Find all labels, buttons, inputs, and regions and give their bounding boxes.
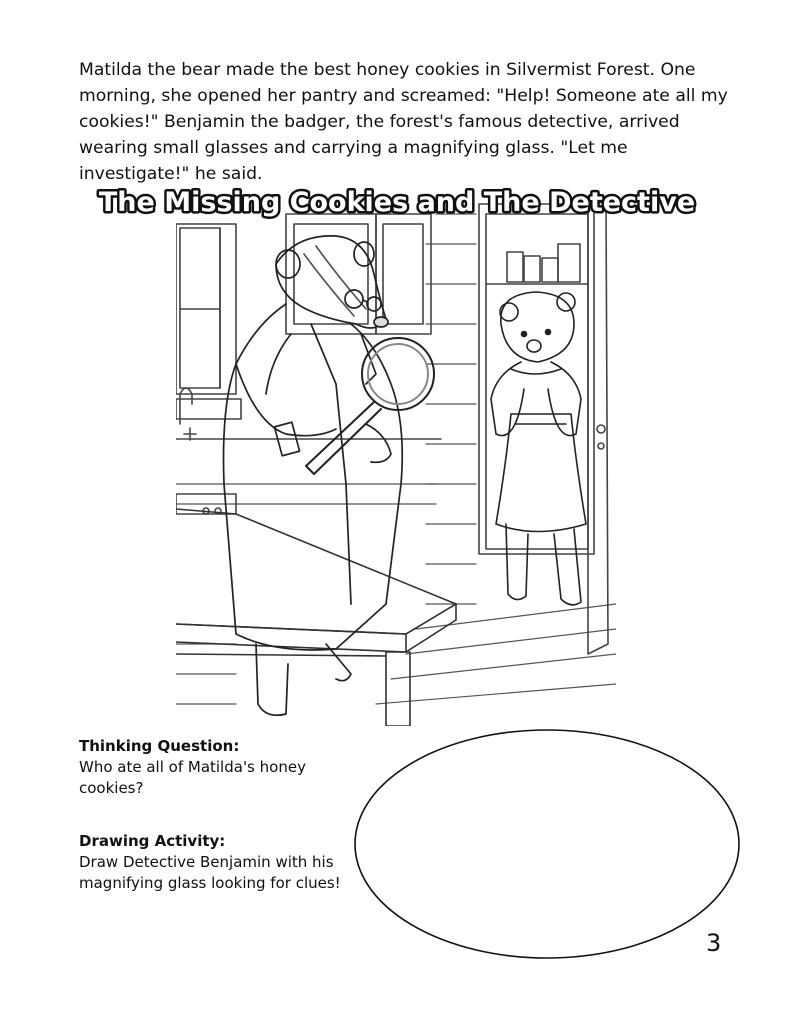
thinking-question-label: Thinking Question:	[79, 737, 240, 755]
drawing-oval[interactable]	[353, 728, 741, 960]
drawing-activity-label: Drawing Activity:	[79, 832, 226, 850]
illustration-title	[92, 181, 702, 223]
room-background	[176, 214, 616, 704]
faucet	[180, 388, 196, 440]
wooden-table	[176, 509, 456, 726]
pantry-doorway	[479, 202, 608, 654]
thinking-question	[79, 736, 349, 799]
story-paragraph: Matilda the bear made the best honey cookies in Silvermist Forest. One morning, she opened her pantry and screamed: "Help! Someone ate all my cookies!" Benjamin the badger, the forest's famous detective, arrived wearing small glasses and carrying a magnifying glass. "Let me investigate!" he said.	[79, 60, 728, 184]
thinking-question-text: Who ate all of Matilda's honey cookies?	[79, 758, 306, 797]
illustration-title-text: The Missing Cookies and The Detective	[98, 187, 696, 218]
drawing-activity-text: Draw Detective Benjamin with his magnifying glass looking for clues!	[79, 853, 341, 892]
bear-matilda	[491, 292, 586, 605]
drawing-activity	[79, 831, 349, 894]
kitchen-window	[176, 224, 241, 419]
coloring-illustration	[176, 184, 616, 726]
page-number: 3	[706, 929, 722, 957]
